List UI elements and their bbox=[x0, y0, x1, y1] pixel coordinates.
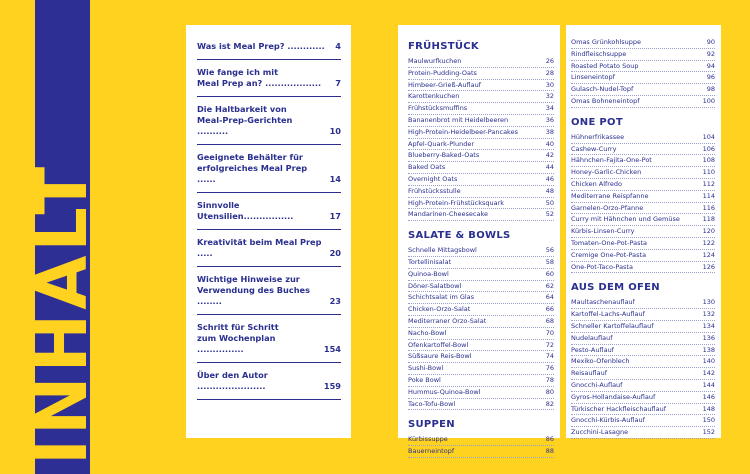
recipe-name: Kartoffel-Lachs-Auflauf bbox=[571, 310, 645, 319]
recipe-name: Garnelen-Orzo-Pfanne bbox=[571, 203, 644, 212]
recipe-name: Apfel-Quark-Plunder bbox=[408, 139, 475, 148]
section-gap bbox=[408, 221, 554, 228]
toc-divider bbox=[197, 96, 341, 97]
recipe-name: Gnocchi-Kürbis-Auflauf bbox=[571, 416, 645, 425]
recipe-name: Mandarinen-Cheesecake bbox=[408, 210, 489, 219]
section-gap bbox=[571, 108, 715, 115]
recipe-entry[interactable] bbox=[571, 333, 715, 345]
recipe-page: 62 bbox=[545, 281, 554, 290]
toc-card-chapters bbox=[186, 25, 351, 438]
recipe-name: Kürbissuppe bbox=[408, 435, 448, 444]
toc-divider bbox=[197, 314, 341, 315]
toc-chapter-entry[interactable] bbox=[197, 322, 341, 355]
recipe-page: 44 bbox=[545, 163, 554, 172]
recipe-entry[interactable] bbox=[408, 127, 554, 139]
toc-chapter-page: 10 bbox=[329, 126, 341, 136]
toc-divider bbox=[197, 59, 341, 60]
recipe-name: Hummus-Quinoa-Bowl bbox=[408, 387, 481, 396]
recipe-page: 56 bbox=[545, 246, 554, 255]
recipe-entry[interactable] bbox=[571, 37, 715, 49]
recipe-entry[interactable] bbox=[408, 91, 554, 103]
recipe-entry[interactable] bbox=[408, 209, 554, 221]
recipe-name: Süßsaure Reis-Bowl bbox=[408, 352, 472, 361]
recipe-page: 40 bbox=[545, 139, 554, 148]
recipe-page: 110 bbox=[702, 168, 715, 177]
recipe-name: Chicken Alfredo bbox=[571, 179, 622, 188]
recipe-entry[interactable] bbox=[571, 380, 715, 392]
recipe-entry[interactable] bbox=[571, 96, 715, 108]
recipe-entry[interactable] bbox=[408, 245, 554, 257]
recipe-entry[interactable] bbox=[408, 446, 554, 458]
toc-chapter-title: Was ist Meal Prep? ............ bbox=[197, 41, 325, 51]
recipe-name: One-Pot-Taco-Pasta bbox=[571, 262, 633, 271]
recipe-name: Gyros-Hollandaise-Auflauf bbox=[571, 392, 656, 401]
section-heading: SUPPEN bbox=[408, 419, 455, 431]
recipe-entry[interactable] bbox=[571, 72, 715, 84]
recipe-page: 140 bbox=[702, 357, 715, 366]
recipe-page: 30 bbox=[545, 80, 554, 89]
recipe-name: Mexiko-Ofenblech bbox=[571, 357, 630, 366]
recipe-name: Bauerneintopf bbox=[408, 447, 455, 456]
recipe-page: 100 bbox=[702, 96, 715, 105]
section-gap bbox=[571, 273, 715, 280]
recipe-page: 74 bbox=[545, 352, 554, 361]
recipe-page: 130 bbox=[702, 298, 715, 307]
recipe-name: Cashew-Curry bbox=[571, 144, 617, 153]
recipe-name: Sushi-Bowl bbox=[408, 364, 444, 373]
toc-chapter-title: Die Haltbarkeit von Meal-Prep-Gerichten .......... bbox=[197, 104, 293, 136]
recipe-page: 114 bbox=[702, 191, 715, 200]
recipe-name: Omas Grünkohlsuppe bbox=[571, 38, 642, 46]
recipe-entry[interactable] bbox=[571, 238, 715, 250]
recipe-name: Hähnchen-Fajita-One-Pot bbox=[571, 156, 652, 165]
recipe-page: 142 bbox=[702, 369, 715, 378]
recipe-entry[interactable] bbox=[408, 56, 554, 68]
recipe-entry[interactable] bbox=[408, 186, 554, 198]
recipe-name: Bananenbrot mit Heidelbeeren bbox=[408, 115, 509, 124]
recipe-page: 148 bbox=[702, 404, 715, 413]
recipe-page: 112 bbox=[702, 179, 715, 188]
recipe-page: 134 bbox=[702, 321, 715, 330]
recipe-entry[interactable] bbox=[408, 68, 554, 80]
toc-chapter-page: 14 bbox=[329, 174, 341, 184]
section-heading: SALATE & BOWLS bbox=[408, 230, 511, 242]
toc-chapter-entry[interactable] bbox=[197, 370, 341, 392]
recipe-name: Gulasch-Nudel-Topf bbox=[571, 85, 634, 94]
recipe-name: Protein-Pudding-Oats bbox=[408, 68, 477, 77]
toc-chapter-entry[interactable] bbox=[197, 237, 341, 259]
recipe-entry[interactable] bbox=[408, 198, 554, 210]
toc-divider bbox=[197, 144, 341, 145]
toc-chapter-entry[interactable] bbox=[197, 274, 341, 307]
recipe-entry[interactable] bbox=[408, 387, 554, 399]
recipe-page: 98 bbox=[706, 85, 715, 94]
recipe-name: Ofenkartoffel-Bowl bbox=[408, 340, 469, 349]
recipe-page: 124 bbox=[702, 250, 715, 259]
recipe-page: 96 bbox=[706, 73, 715, 82]
toc-chapter-entry[interactable] bbox=[197, 41, 341, 52]
section-heading: FRÜHSTÜCK bbox=[408, 41, 479, 52]
recipe-entry[interactable] bbox=[571, 356, 715, 368]
recipe-name: Taco-Tofu-Bowl bbox=[408, 399, 456, 408]
toc-chapter-entry[interactable] bbox=[197, 104, 341, 137]
recipe-name: Quinoa-Bowl bbox=[408, 269, 449, 278]
recipe-name: Linseneintopf bbox=[571, 73, 615, 82]
recipe-page: 42 bbox=[545, 151, 554, 160]
recipe-name: Overnight Oats bbox=[408, 174, 458, 183]
recipe-entry[interactable] bbox=[408, 80, 554, 92]
recipe-entry[interactable] bbox=[408, 292, 554, 304]
toc-chapter-title: Über den Autor ...................... bbox=[197, 370, 268, 391]
recipe-name: Nacho-Bowl bbox=[408, 328, 447, 337]
recipe-name: Tortellinisalat bbox=[408, 257, 452, 266]
recipe-page: 82 bbox=[545, 399, 554, 408]
toc-chapter-title: Wie fange ich mit Meal Prep an? .................. bbox=[197, 67, 322, 88]
toc-chapter-title: Geeignete Behälter für erfolgreiches Meal Prep ...... bbox=[197, 152, 308, 184]
recipe-page: 118 bbox=[702, 215, 715, 224]
recipe-entry[interactable] bbox=[408, 139, 554, 151]
recipe-page: 58 bbox=[545, 257, 554, 266]
recipe-name: Tomaten-One-Pot-Pasta bbox=[571, 238, 648, 247]
recipe-name: Karottenkuchen bbox=[408, 92, 460, 101]
recipe-page: 50 bbox=[545, 198, 554, 207]
recipe-entry[interactable] bbox=[571, 226, 715, 238]
recipe-name: Pesto-Auflauf bbox=[571, 345, 614, 354]
recipe-page: 66 bbox=[545, 305, 554, 314]
toc-divider bbox=[197, 399, 341, 400]
toc-divider bbox=[197, 229, 341, 230]
recipe-entry[interactable] bbox=[408, 304, 554, 316]
recipe-entry[interactable] bbox=[571, 297, 715, 309]
recipe-name: Türkischer Hackfleischauflauf bbox=[571, 404, 667, 413]
recipe-entry[interactable] bbox=[408, 150, 554, 162]
recipe-entry[interactable] bbox=[408, 115, 554, 127]
recipe-page: 64 bbox=[545, 293, 554, 302]
recipe-name: Blueberry-Baked-Oats bbox=[408, 151, 480, 160]
toc-divider bbox=[197, 192, 341, 193]
recipe-page: 70 bbox=[545, 328, 554, 337]
section-heading: ONE POT bbox=[571, 116, 623, 128]
toc-chapter-page: 17 bbox=[329, 211, 341, 221]
section-heading: AUS DEM OFEN bbox=[571, 282, 660, 294]
toc-chapter-title: Wichtige Hinweise zur Verwendung des Buches ........ bbox=[197, 274, 310, 306]
recipe-page: 146 bbox=[702, 392, 715, 401]
recipe-name: Honey-Garlic-Chicken bbox=[571, 168, 642, 177]
toc-chapter-title: Kreativität beim Meal Prep ..... bbox=[197, 237, 322, 258]
recipe-entry[interactable] bbox=[571, 345, 715, 357]
recipe-name: Hühnerfrikassee bbox=[571, 132, 625, 141]
recipe-entry[interactable] bbox=[571, 49, 715, 61]
recipe-entry[interactable] bbox=[408, 399, 554, 411]
toc-chapter-page: 154 bbox=[323, 344, 341, 354]
recipe-page: 152 bbox=[702, 428, 715, 437]
recipe-page: 94 bbox=[706, 61, 715, 70]
recipe-name: Gnocchi-Auflauf bbox=[571, 380, 623, 389]
recipe-page: 120 bbox=[702, 227, 715, 236]
recipe-page: 52 bbox=[545, 210, 554, 219]
recipe-entry[interactable] bbox=[571, 392, 715, 404]
recipe-entry[interactable] bbox=[571, 191, 715, 203]
recipe-entry[interactable] bbox=[571, 321, 715, 333]
recipe-page: 132 bbox=[702, 310, 715, 319]
toc-chapter-entry[interactable] bbox=[197, 67, 341, 89]
recipe-entry[interactable] bbox=[408, 281, 554, 293]
recipe-entry[interactable] bbox=[571, 167, 715, 179]
recipe-page: 122 bbox=[702, 238, 715, 247]
recipe-page: 26 bbox=[545, 57, 554, 65]
recipe-entry[interactable] bbox=[408, 434, 554, 446]
recipe-name: Omas Bohneneintopf bbox=[571, 96, 640, 105]
recipe-entry[interactable] bbox=[571, 144, 715, 156]
recipe-page: 76 bbox=[545, 364, 554, 373]
recipe-page: 68 bbox=[545, 316, 554, 325]
recipe-name: Schneller Kartoffelauflauf bbox=[571, 321, 654, 330]
recipe-entry[interactable] bbox=[408, 269, 554, 281]
toc-chapter-page: 159 bbox=[323, 381, 341, 391]
recipe-entry[interactable] bbox=[571, 155, 715, 167]
toc-chapter-entry[interactable] bbox=[197, 152, 341, 185]
recipe-name: Maulwurfkuchen bbox=[408, 57, 462, 65]
recipe-page: 34 bbox=[545, 104, 554, 113]
recipe-entry[interactable] bbox=[571, 84, 715, 96]
recipe-entry[interactable] bbox=[571, 61, 715, 73]
recipe-entry[interactable] bbox=[571, 179, 715, 191]
recipe-page: 108 bbox=[702, 156, 715, 165]
recipe-name: Zucchini-Lasagne bbox=[571, 428, 629, 437]
recipe-entry[interactable] bbox=[408, 316, 554, 328]
recipe-name: Mediterrane Reispfanne bbox=[571, 191, 649, 200]
recipe-entry[interactable] bbox=[571, 427, 715, 439]
recipe-entry[interactable] bbox=[571, 309, 715, 321]
recipe-page: 88 bbox=[545, 447, 554, 456]
recipe-name: Baked Oats bbox=[408, 163, 446, 172]
recipe-page: 60 bbox=[545, 269, 554, 278]
recipe-page: 32 bbox=[545, 92, 554, 101]
recipe-name: Poke Bowl bbox=[408, 375, 441, 384]
recipe-name: Döner-Salatbowl bbox=[408, 281, 462, 290]
toc-chapter-entry[interactable] bbox=[197, 200, 341, 222]
toc-card-recipes-1 bbox=[398, 25, 560, 456]
recipe-name: Schnelle Mittagsbowl bbox=[408, 246, 477, 255]
toc-card-recipes-2 bbox=[566, 25, 721, 438]
recipe-page: 72 bbox=[545, 340, 554, 349]
recipe-page: 92 bbox=[706, 49, 715, 58]
recipe-page: 78 bbox=[545, 375, 554, 384]
recipe-page: 90 bbox=[706, 38, 715, 46]
recipe-page: 136 bbox=[702, 333, 715, 342]
recipe-name: Mediterraner Orzo-Salat bbox=[408, 316, 487, 325]
recipe-name: Maultaschenauflauf bbox=[571, 298, 635, 307]
recipe-entry[interactable] bbox=[571, 415, 715, 427]
toc-chapter-title: Schritt für Schritt zum Wochenplan ............... bbox=[197, 322, 279, 354]
recipe-entry[interactable] bbox=[408, 174, 554, 186]
recipe-name: Cremige One-Pot-Pasta bbox=[571, 250, 647, 259]
recipe-name: High-Protein-Frühstücksquark bbox=[408, 198, 505, 207]
recipe-page: 150 bbox=[702, 416, 715, 425]
recipe-name: Kürbis-Linsen-Curry bbox=[571, 227, 635, 236]
recipe-entry[interactable] bbox=[571, 368, 715, 380]
recipe-name: Frühstücksmuffins bbox=[408, 104, 468, 113]
recipe-name: Roasted Potato Soup bbox=[571, 61, 639, 70]
recipe-name: Nudelauflauf bbox=[571, 333, 613, 342]
recipe-page: 106 bbox=[702, 144, 715, 153]
recipe-entry[interactable] bbox=[571, 214, 715, 226]
recipe-entry[interactable] bbox=[571, 404, 715, 416]
recipe-entry[interactable] bbox=[408, 162, 554, 174]
recipe-entry[interactable] bbox=[408, 340, 554, 352]
recipe-page: 38 bbox=[545, 127, 554, 136]
recipe-page: 104 bbox=[702, 132, 715, 141]
recipe-page: 116 bbox=[702, 203, 715, 212]
recipe-name: Rindfleischsuppe bbox=[571, 49, 627, 58]
recipe-page: 80 bbox=[545, 387, 554, 396]
toc-chapter-title: Sinnvolle Utensilien................ bbox=[197, 200, 294, 221]
recipe-name: Chicken-Orzo-Salat bbox=[408, 305, 471, 314]
toc-chapter-page: 20 bbox=[329, 248, 341, 258]
recipe-entry[interactable] bbox=[408, 257, 554, 269]
recipe-page: 28 bbox=[545, 68, 554, 77]
recipe-entry[interactable] bbox=[571, 262, 715, 274]
recipe-page: 36 bbox=[545, 115, 554, 124]
recipe-name: High-Protein-Heidelbeer-Pancakes bbox=[408, 127, 518, 136]
page-title: INHALT bbox=[21, 162, 103, 465]
recipe-entry[interactable] bbox=[408, 328, 554, 340]
recipe-page: 138 bbox=[702, 345, 715, 354]
toc-chapter-page: 4 bbox=[335, 41, 341, 51]
recipe-entry[interactable] bbox=[571, 203, 715, 215]
toc-divider bbox=[197, 266, 341, 267]
recipe-entry[interactable] bbox=[408, 375, 554, 387]
recipe-page: 144 bbox=[702, 380, 715, 389]
recipe-name: Schichtsalat im Glas bbox=[408, 293, 475, 302]
recipe-page: 86 bbox=[545, 435, 554, 444]
recipe-entry[interactable] bbox=[571, 132, 715, 144]
recipe-page: 126 bbox=[702, 262, 715, 271]
section-gap bbox=[408, 410, 554, 417]
toc-chapter-page: 23 bbox=[329, 296, 341, 306]
recipe-entry[interactable] bbox=[408, 363, 554, 375]
recipe-name: Himbeer-Grieß-Auflauf bbox=[408, 80, 481, 89]
recipe-entry[interactable] bbox=[408, 103, 554, 115]
recipe-entry[interactable] bbox=[408, 351, 554, 363]
recipe-name: Curry mit Hähnchen und Gemüse bbox=[571, 215, 680, 224]
recipe-entry[interactable] bbox=[571, 250, 715, 262]
toc-divider bbox=[197, 362, 341, 363]
recipe-page: 48 bbox=[545, 186, 554, 195]
recipe-name: Reisauflauf bbox=[571, 369, 608, 378]
recipe-page: 46 bbox=[545, 174, 554, 183]
recipe-name: Frühstücksstulle bbox=[408, 186, 461, 195]
toc-chapter-page: 7 bbox=[335, 78, 341, 88]
